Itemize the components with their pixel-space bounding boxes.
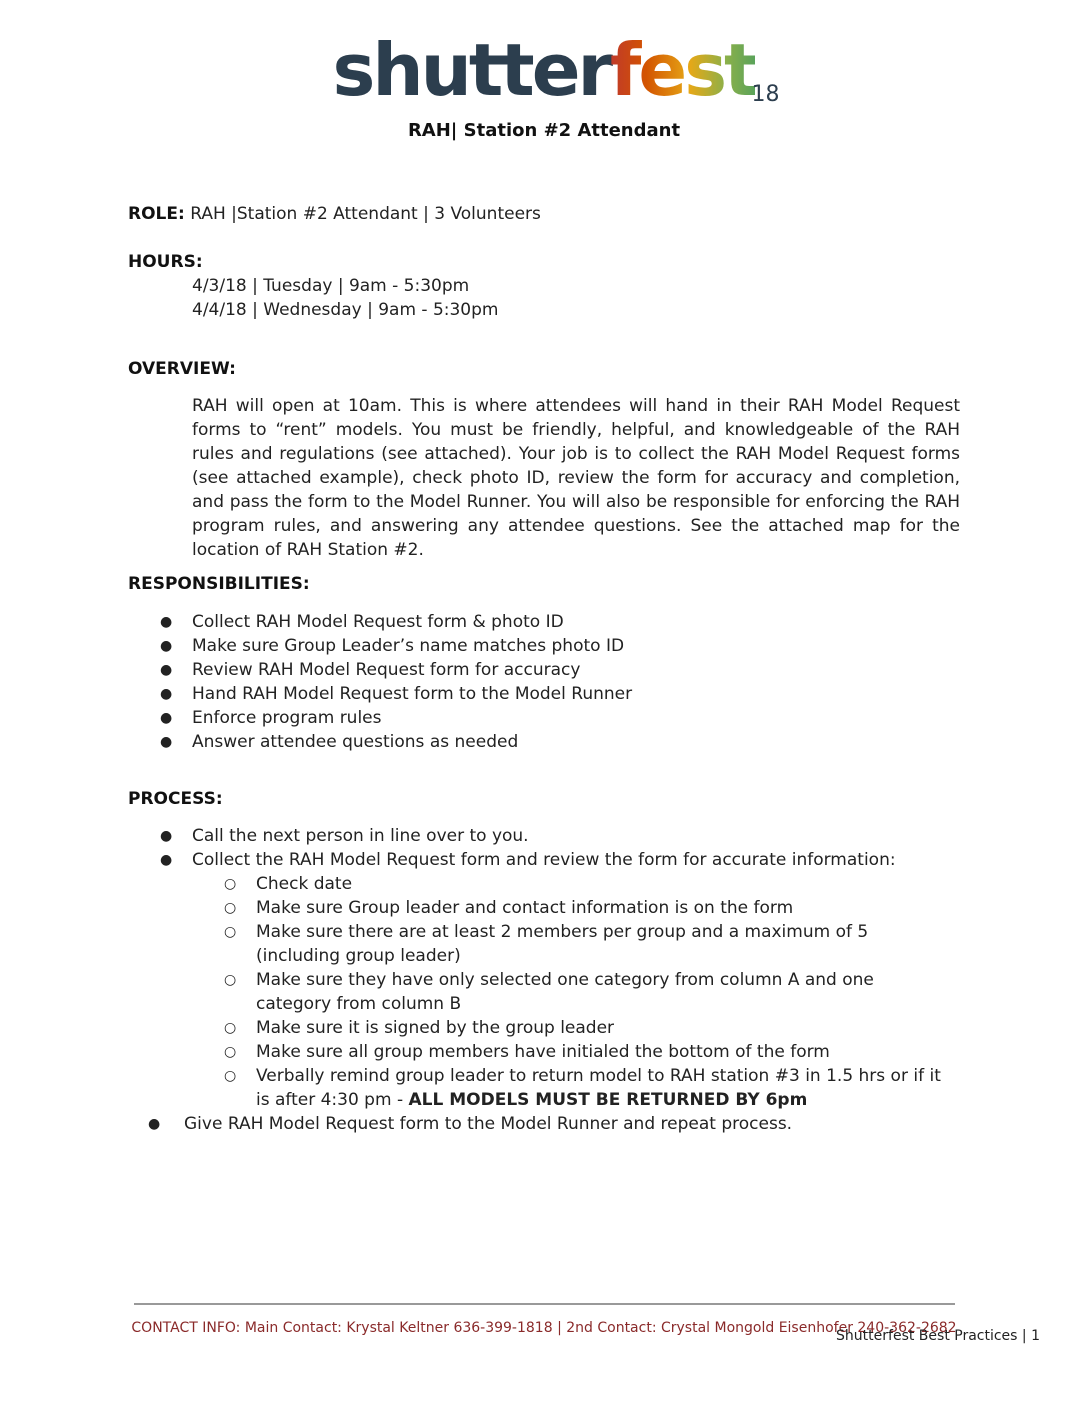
list-item: ● Give RAH Model Request form to the Model Runner and repeat process. [148, 1114, 793, 1134]
role-label: ROLE: [128, 204, 185, 224]
list-item: ● Review RAH Model Request form for accuracy [160, 660, 581, 680]
sub-list-item: ○ Check date [224, 874, 353, 894]
hours-line-2: 4/4/18 | Wednesday | 9am - 5:30pm [192, 300, 499, 320]
list-item: ● Call the next person in line over to you. [160, 826, 529, 846]
sub-list-item: ○ Make sure it is signed by the group leader [224, 1018, 615, 1038]
contact-info: CONTACT INFO: Main Contact: Krystal Keltner 636-399-1818 | 2nd Contact: Crystal Mongold Eisenhofer 240-362-2682 [131, 1320, 957, 1336]
list-item: ● Hand RAH Model Request form to the Model Runner [160, 684, 633, 704]
list-item: ● Answer attendee questions as needed [160, 732, 519, 752]
shutterfest-logo [0, 30, 1088, 110]
footer-divider [134, 1303, 955, 1305]
logo-text-fest: fest [610, 28, 756, 112]
sub-list-item: ○ Make sure there are at least 2 members per group and a maximum of 5 (including group leader) [224, 922, 869, 966]
list-item: ● Collect the RAH Model Request form and review the form for accurate information: [160, 850, 896, 870]
logo-text-shutter: shutter [332, 28, 611, 112]
process-label: PROCESS: [128, 789, 223, 809]
list-item: ● Enforce program rules [160, 708, 382, 728]
list-item: ● Collect RAH Model Request form & photo ID [160, 612, 564, 632]
list-item: ● Make sure Group Leader’s name matches photo ID [160, 636, 625, 656]
role-line [128, 204, 541, 224]
return-deadline-note: ALL MODELS MUST BE RETURNED BY 6pm [408, 1090, 808, 1110]
overview-label: OVERVIEW: [128, 359, 236, 379]
logo-year: 18 [751, 82, 780, 107]
role-text: RAH |Station #2 Attendant | 3 Volunteers [184, 204, 541, 224]
hours-line-1: 4/3/18 | Tuesday | 9am - 5:30pm [192, 276, 470, 296]
page-footer: Shutterfest Best Practices | 1 [836, 1328, 1040, 1344]
document-title: RAH| Station #2 Attendant [407, 120, 681, 141]
overview-paragraph: RAH will open at 10am. This is where attendees will hand in their RAH Model Request forms to “rent” models. You must be friendly, helpful, and knowledgeable of the RAH rules and regulations (see attached). Your job is to collect the RAH Model Request forms (see attached example), check photo ID, review the form for accuracy and completion, and pass the form to the Model Runner. You will also be responsible for enforcing the RAH program rules, and answering any attendee questions. See the attached map for the location of RAH Station #2. [192, 396, 960, 560]
sub-list-item: ○ Make sure they have only selected one category from column A and one category from column B [224, 970, 874, 1014]
sub-list-item: ○ Verbally remind group leader to return model to RAH station #3 in 1.5 hrs or if it is after 4:30 pm - ALL MODELS MUST BE RETURNED BY 6pm [224, 1066, 941, 1110]
sub-list-item: ○ Make sure all group members have initialed the bottom of the form [224, 1042, 830, 1062]
hours-label: HOURS: [128, 252, 203, 272]
sub-list-item: ○ Make sure Group leader and contact information is on the form [224, 898, 794, 918]
responsibilities-label: RESPONSIBILITIES: [128, 574, 310, 594]
